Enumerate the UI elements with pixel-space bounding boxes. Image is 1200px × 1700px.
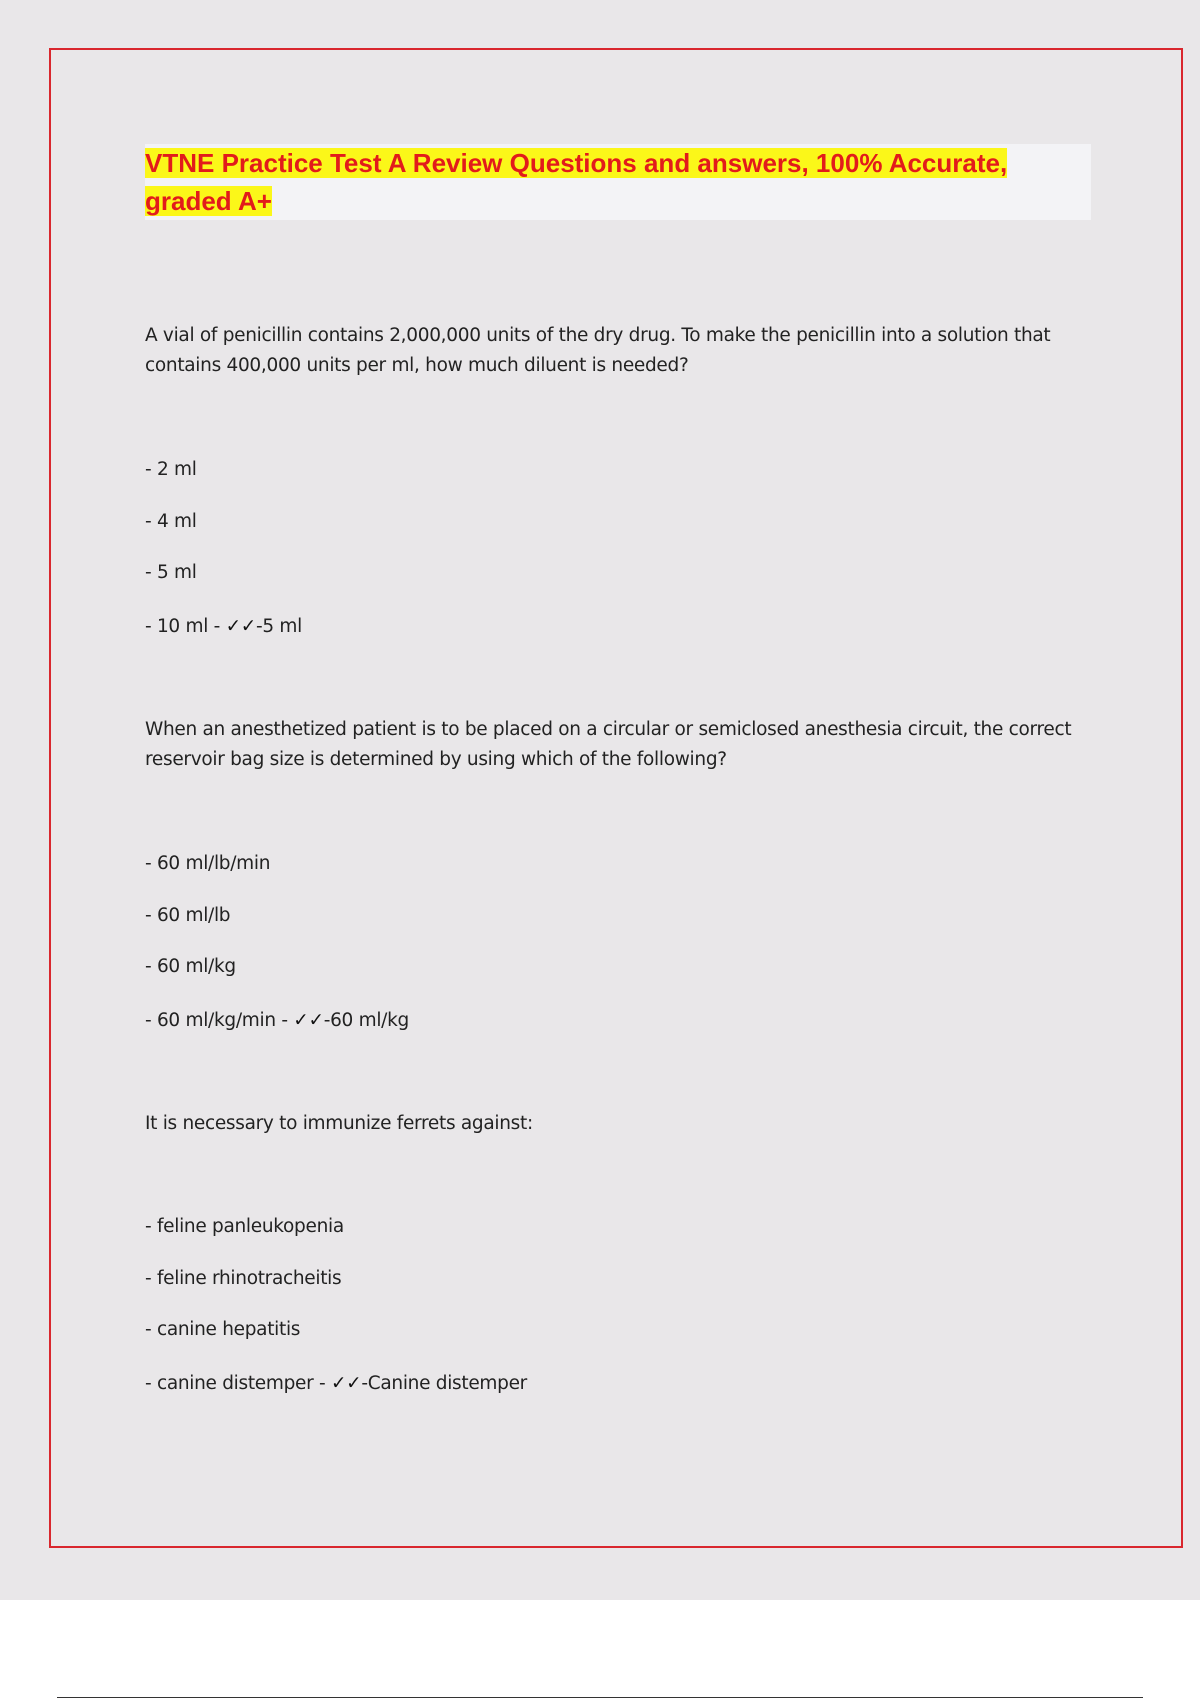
footer-divider: [57, 1697, 1143, 1698]
question-1-option-3: - 5 ml: [145, 562, 197, 583]
question-2-option-1: - 60 ml/lb/min: [145, 853, 271, 874]
answer-text: -60 ml/kg: [323, 1010, 409, 1031]
answer-text: -Canine distemper: [361, 1373, 527, 1394]
question-3-text: It is necessary to immunize ferrets against:: [145, 1113, 533, 1134]
question-3-option-1: - feline panleukopenia: [145, 1216, 344, 1237]
document-title: [145, 144, 1091, 220]
question-2-option-4: [145, 1008, 409, 1034]
question-2-option-3: - 60 ml/kg: [145, 956, 236, 977]
question-3-option-3: - canine hepatitis: [145, 1319, 301, 1340]
question-1-option-1: - 2 ml: [145, 459, 197, 480]
question-1-option-2: - 4 ml: [145, 511, 197, 532]
check-icon: ✓✓: [330, 1373, 362, 1394]
option-text: - 10 ml -: [145, 616, 226, 637]
answer-text: -5 ml: [255, 616, 302, 637]
question-1-text: A vial of penicillin contains 2,000,000 units of the dry drug. To make the penicillin into a solution that contains 400,000 units per ml, how much diluent is needed?: [145, 325, 1051, 376]
question-1-option-4: [145, 614, 302, 640]
option-text: - canine distemper -: [145, 1373, 331, 1394]
check-icon: ✓✓: [293, 1010, 324, 1031]
option-text: - 60 ml/kg/min -: [145, 1010, 294, 1031]
question-2-text: When an anesthetized patient is to be placed on a circular or semiclosed anesthesia circuit, the correct reservoir bag size is determined by using which of the following?: [145, 719, 1072, 770]
question-3-option-4: [145, 1371, 527, 1397]
title-block: [145, 144, 1091, 220]
title-line-1: VTNE Practice Test A Review Questions and answers, 100% Accurate,: [145, 148, 1008, 178]
question-2-option-2: - 60 ml/lb: [145, 905, 231, 926]
check-icon: ✓✓: [225, 616, 256, 637]
title-line-2: graded A+: [145, 186, 272, 216]
question-3-option-2: - feline rhinotracheitis: [145, 1268, 342, 1289]
